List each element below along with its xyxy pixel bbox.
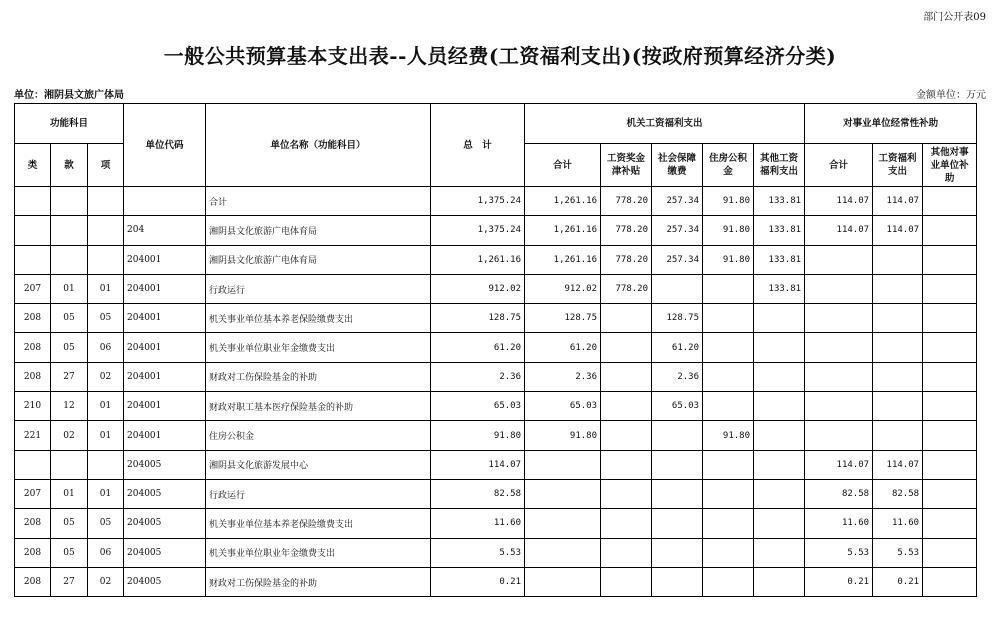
- header-inst-total: 合计: [805, 144, 873, 187]
- cell-kuan: [51, 216, 88, 245]
- cell-inst-wage: 82.58: [873, 479, 923, 508]
- cell-lei: [15, 187, 51, 216]
- cell-lei: 210: [15, 392, 51, 421]
- cell-unit-code: 204005: [124, 450, 206, 479]
- cell-other-wage: 133.81: [754, 187, 805, 216]
- cell-xiang: 01: [88, 479, 124, 508]
- cell-other-wage: [754, 567, 805, 596]
- table-row: [15, 187, 977, 216]
- cell-inst-other: [923, 333, 977, 362]
- header-lei: 类: [15, 144, 51, 187]
- cell-xiang: [88, 245, 124, 274]
- cell-lei: 207: [15, 274, 51, 303]
- unit-label: 单位：湘阴县文旅广体局: [14, 90, 124, 101]
- cell-lei: [15, 245, 51, 274]
- header-kuan: 款: [51, 144, 88, 187]
- cell-other-wage: 133.81: [754, 216, 805, 245]
- cell-unit-code: 204001: [124, 304, 206, 333]
- cell-kuan: 01: [51, 274, 88, 303]
- table-row: [15, 362, 977, 391]
- cell-total: 91.80: [431, 421, 525, 450]
- cell-kuan: 05: [51, 304, 88, 333]
- table-row: [15, 245, 977, 274]
- cell-lei: 208: [15, 362, 51, 391]
- cell-social-security: [652, 509, 703, 538]
- cell-inst-other: [923, 509, 977, 538]
- table-body: [15, 187, 977, 597]
- cell-inst-total: [805, 245, 873, 274]
- cell-agency-total: [525, 479, 601, 508]
- table-row: [15, 392, 977, 421]
- cell-inst-other: [923, 567, 977, 596]
- cell-social-security: 61.20: [652, 333, 703, 362]
- cell-wage-allowance: 778.20: [601, 216, 652, 245]
- cell-unit-code: 204: [124, 216, 206, 245]
- cell-inst-total: 114.07: [805, 216, 873, 245]
- cell-inst-wage: [873, 304, 923, 333]
- cell-lei: 208: [15, 509, 51, 538]
- cell-xiang: 05: [88, 304, 124, 333]
- cell-total: 11.60: [431, 509, 525, 538]
- cell-social-security: 257.34: [652, 216, 703, 245]
- cell-lei: 208: [15, 304, 51, 333]
- cell-agency-total: 912.02: [525, 274, 601, 303]
- cell-total: 5.53: [431, 538, 525, 567]
- cell-social-security: [652, 421, 703, 450]
- cell-xiang: 01: [88, 392, 124, 421]
- table-row: [15, 274, 977, 303]
- cell-wage-allowance: [601, 304, 652, 333]
- cell-unit-code: 204001: [124, 274, 206, 303]
- cell-lei: 207: [15, 479, 51, 508]
- cell-other-wage: [754, 392, 805, 421]
- cell-housing-fund: [703, 567, 754, 596]
- cell-unit-name: 湘阴县文化旅游广电体育局: [206, 216, 431, 245]
- cell-xiang: 06: [88, 333, 124, 362]
- cell-housing-fund: [703, 362, 754, 391]
- cell-other-wage: [754, 333, 805, 362]
- cell-xiang: 01: [88, 421, 124, 450]
- cell-total: 61.20: [431, 333, 525, 362]
- header-xiang: 项: [88, 144, 124, 187]
- cell-agency-total: [525, 450, 601, 479]
- table-row: [15, 333, 977, 362]
- cell-agency-total: 61.20: [525, 333, 601, 362]
- cell-social-security: 128.75: [652, 304, 703, 333]
- header-inst-wage: 工资福利支出: [873, 144, 923, 187]
- cell-inst-wage: [873, 421, 923, 450]
- cell-unit-code: 204005: [124, 538, 206, 567]
- table-row: [15, 479, 977, 508]
- cell-inst-wage: [873, 392, 923, 421]
- cell-total: 82.58: [431, 479, 525, 508]
- table-row: [15, 304, 977, 333]
- cell-total: 114.07: [431, 450, 525, 479]
- cell-unit-name: 机关事业单位基本养老保险缴费支出: [206, 509, 431, 538]
- cell-unit-name: 财政对职工基本医疗保险基金的补助: [206, 392, 431, 421]
- cell-kuan: 02: [51, 421, 88, 450]
- cell-inst-total: 82.58: [805, 479, 873, 508]
- table-row: [15, 567, 977, 596]
- cell-wage-allowance: [601, 421, 652, 450]
- cell-unit-code: 204001: [124, 392, 206, 421]
- cell-social-security: [652, 479, 703, 508]
- cell-other-wage: 133.81: [754, 274, 805, 303]
- table-row: [15, 216, 977, 245]
- cell-inst-other: [923, 216, 977, 245]
- cell-unit-code: 204005: [124, 567, 206, 596]
- cell-other-wage: [754, 362, 805, 391]
- table-row: [15, 538, 977, 567]
- cell-housing-fund: [703, 479, 754, 508]
- cell-inst-total: [805, 392, 873, 421]
- cell-wage-allowance: [601, 362, 652, 391]
- cell-unit-code: 204005: [124, 509, 206, 538]
- cell-total: 128.75: [431, 304, 525, 333]
- cell-housing-fund: [703, 274, 754, 303]
- cell-unit-code: 204001: [124, 333, 206, 362]
- cell-inst-total: 5.53: [805, 538, 873, 567]
- cell-housing-fund: 91.80: [703, 245, 754, 274]
- cell-kuan: 05: [51, 509, 88, 538]
- cell-housing-fund: 91.80: [703, 421, 754, 450]
- cell-inst-total: [805, 333, 873, 362]
- cell-inst-wage: 11.60: [873, 509, 923, 538]
- cell-wage-allowance: [601, 479, 652, 508]
- cell-housing-fund: [703, 333, 754, 362]
- cell-wage-allowance: [601, 538, 652, 567]
- cell-wage-allowance: [601, 333, 652, 362]
- cell-inst-other: [923, 538, 977, 567]
- cell-wage-allowance: [601, 509, 652, 538]
- header-social-security: 社会保障缴费: [652, 144, 703, 187]
- cell-unit-name: 住房公积金: [206, 421, 431, 450]
- cell-kuan: 01: [51, 479, 88, 508]
- cell-inst-wage: 114.07: [873, 187, 923, 216]
- cell-kuan: 05: [51, 333, 88, 362]
- cell-wage-allowance: 778.20: [601, 274, 652, 303]
- cell-unit-name: 财政对工伤保险基金的补助: [206, 567, 431, 596]
- cell-social-security: [652, 274, 703, 303]
- cell-kuan: [51, 245, 88, 274]
- cell-agency-total: 1,261.16: [525, 245, 601, 274]
- cell-housing-fund: 91.80: [703, 216, 754, 245]
- amount-unit-label: 金额单位：万元: [916, 90, 986, 101]
- cell-social-security: 257.34: [652, 187, 703, 216]
- cell-housing-fund: 91.80: [703, 187, 754, 216]
- cell-social-security: 65.03: [652, 392, 703, 421]
- cell-xiang: [88, 450, 124, 479]
- cell-unit-code: 204001: [124, 362, 206, 391]
- cell-agency-total: 1,261.16: [525, 216, 601, 245]
- cell-lei: [15, 450, 51, 479]
- cell-other-wage: [754, 509, 805, 538]
- cell-inst-other: [923, 450, 977, 479]
- cell-wage-allowance: [601, 567, 652, 596]
- header-unit-name: 单位名称（功能科目）: [206, 104, 431, 187]
- header-total: 总 计: [431, 104, 525, 187]
- cell-inst-other: [923, 421, 977, 450]
- cell-kuan: 27: [51, 567, 88, 596]
- header-wage-allowance: 工资奖金津补贴: [601, 144, 652, 187]
- cell-inst-total: [805, 304, 873, 333]
- cell-inst-total: 114.07: [805, 187, 873, 216]
- cell-social-security: [652, 538, 703, 567]
- header-unit-code: 单位代码: [124, 104, 206, 187]
- cell-kuan: [51, 187, 88, 216]
- cell-unit-code: [124, 187, 206, 216]
- cell-other-wage: [754, 304, 805, 333]
- cell-lei: [15, 216, 51, 245]
- cell-unit-code: 204001: [124, 421, 206, 450]
- cell-unit-name: 行政运行: [206, 479, 431, 508]
- cell-lei: 208: [15, 538, 51, 567]
- cell-kuan: 05: [51, 538, 88, 567]
- cell-inst-other: [923, 274, 977, 303]
- cell-kuan: 27: [51, 362, 88, 391]
- cell-unit-name: 机关事业单位职业年金缴费支出: [206, 333, 431, 362]
- cell-inst-wage: [873, 333, 923, 362]
- cell-inst-other: [923, 245, 977, 274]
- cell-other-wage: 133.81: [754, 245, 805, 274]
- cell-inst-wage: 114.07: [873, 450, 923, 479]
- cell-housing-fund: [703, 450, 754, 479]
- header-other-wage: 其他工资福利支出: [754, 144, 805, 187]
- cell-social-security: [652, 450, 703, 479]
- cell-social-security: [652, 567, 703, 596]
- page-number-label: 部门公开表09: [923, 12, 986, 23]
- cell-kuan: 12: [51, 392, 88, 421]
- cell-inst-wage: 114.07: [873, 216, 923, 245]
- cell-inst-wage: [873, 274, 923, 303]
- cell-inst-total: 11.60: [805, 509, 873, 538]
- cell-total: 65.03: [431, 392, 525, 421]
- cell-unit-name: 湘阴县文化旅游发展中心: [206, 450, 431, 479]
- cell-other-wage: [754, 421, 805, 450]
- cell-inst-total: 114.07: [805, 450, 873, 479]
- cell-wage-allowance: [601, 450, 652, 479]
- header-inst-other: 其他对事业单位补助: [923, 144, 977, 187]
- cell-inst-total: [805, 421, 873, 450]
- cell-xiang: 01: [88, 274, 124, 303]
- cell-agency-total: 65.03: [525, 392, 601, 421]
- cell-unit-code: 204005: [124, 479, 206, 508]
- cell-total: 912.02: [431, 274, 525, 303]
- cell-other-wage: [754, 450, 805, 479]
- cell-xiang: [88, 187, 124, 216]
- cell-lei: 208: [15, 333, 51, 362]
- page-title: 一般公共预算基本支出表--人员经费(工资福利支出)(按政府预算经济分类): [163, 44, 837, 68]
- budget-table: [14, 103, 977, 597]
- header-func-subject: 功能科目: [15, 104, 124, 144]
- table-row: [15, 421, 977, 450]
- cell-inst-other: [923, 479, 977, 508]
- cell-total: 0.21: [431, 567, 525, 596]
- cell-agency-total: 1,261.16: [525, 187, 601, 216]
- header-housing-fund: 住房公积金: [703, 144, 754, 187]
- cell-xiang: 05: [88, 509, 124, 538]
- cell-agency-total: 91.80: [525, 421, 601, 450]
- cell-agency-total: [525, 538, 601, 567]
- cell-inst-other: [923, 362, 977, 391]
- cell-housing-fund: [703, 304, 754, 333]
- cell-agency-total: 2.36: [525, 362, 601, 391]
- cell-kuan: [51, 450, 88, 479]
- cell-xiang: 02: [88, 567, 124, 596]
- cell-inst-wage: 5.53: [873, 538, 923, 567]
- cell-total: 2.36: [431, 362, 525, 391]
- cell-xiang: 06: [88, 538, 124, 567]
- cell-xiang: 02: [88, 362, 124, 391]
- cell-unit-name: 合计: [206, 187, 431, 216]
- cell-lei: 221: [15, 421, 51, 450]
- cell-unit-name: 机关事业单位基本养老保险缴费支出: [206, 304, 431, 333]
- header-agency-group: 机关工资福利支出: [525, 104, 805, 144]
- cell-lei: 208: [15, 567, 51, 596]
- cell-inst-wage: 0.21: [873, 567, 923, 596]
- cell-inst-total: [805, 362, 873, 391]
- cell-unit-name: 财政对工伤保险基金的补助: [206, 362, 431, 391]
- cell-agency-total: [525, 567, 601, 596]
- cell-inst-wage: [873, 362, 923, 391]
- table-row: [15, 509, 977, 538]
- cell-other-wage: [754, 538, 805, 567]
- table-row: [15, 450, 977, 479]
- cell-agency-total: 128.75: [525, 304, 601, 333]
- cell-total: 1,375.24: [431, 216, 525, 245]
- header-agency-total: 合计: [525, 144, 601, 187]
- cell-social-security: 257.34: [652, 245, 703, 274]
- cell-inst-other: [923, 392, 977, 421]
- cell-wage-allowance: 778.20: [601, 187, 652, 216]
- header-row-1: [15, 104, 977, 144]
- cell-wage-allowance: [601, 392, 652, 421]
- cell-inst-total: [805, 274, 873, 303]
- cell-agency-total: [525, 509, 601, 538]
- cell-xiang: [88, 216, 124, 245]
- cell-total: 1,261.16: [431, 245, 525, 274]
- cell-wage-allowance: 778.20: [601, 245, 652, 274]
- cell-housing-fund: [703, 392, 754, 421]
- cell-unit-code: 204001: [124, 245, 206, 274]
- cell-housing-fund: [703, 509, 754, 538]
- cell-total: 1,375.24: [431, 187, 525, 216]
- cell-unit-name: 湘阴县文化旅游广电体育局: [206, 245, 431, 274]
- cell-social-security: 2.36: [652, 362, 703, 391]
- header-institution-group: 对事业单位经常性补助: [805, 104, 977, 144]
- cell-inst-wage: [873, 245, 923, 274]
- cell-unit-name: 机关事业单位职业年金缴费支出: [206, 538, 431, 567]
- cell-housing-fund: [703, 538, 754, 567]
- cell-inst-other: [923, 187, 977, 216]
- cell-unit-name: 行政运行: [206, 274, 431, 303]
- cell-other-wage: [754, 479, 805, 508]
- cell-inst-total: 0.21: [805, 567, 873, 596]
- cell-inst-other: [923, 304, 977, 333]
